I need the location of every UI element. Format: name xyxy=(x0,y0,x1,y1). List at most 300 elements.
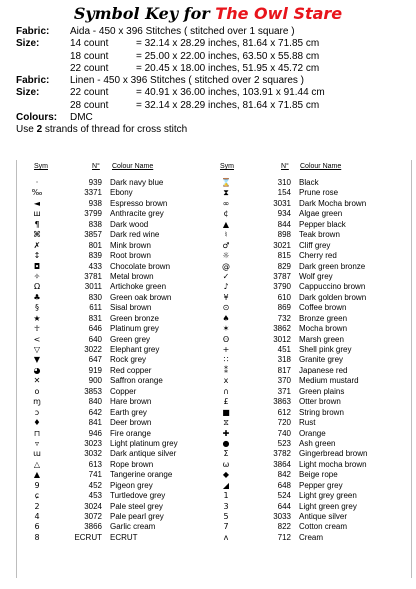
colour-number: 919 xyxy=(88,365,102,375)
colour-number: 648 xyxy=(277,480,291,490)
table-row xyxy=(215,439,409,449)
table-row xyxy=(215,188,409,198)
colour-number: 946 xyxy=(88,428,102,438)
symbol-icon: ◢ xyxy=(222,480,230,490)
table-row xyxy=(215,199,409,209)
colour-number: 3031 xyxy=(273,198,291,208)
table-row xyxy=(26,220,220,230)
table-row xyxy=(215,387,409,397)
thread-count: 2 xyxy=(36,124,43,136)
colour-name: Dark antique silver xyxy=(110,449,177,459)
symbol-table-left xyxy=(26,178,220,543)
fabric-label: Fabric: xyxy=(16,26,50,37)
colour-number: 740 xyxy=(277,428,291,438)
fabric-label: Fabric: xyxy=(16,75,50,87)
table-row xyxy=(26,241,220,251)
table-row xyxy=(215,460,409,470)
colour-name: Fire orange xyxy=(110,428,151,438)
colour-name: Metal brown xyxy=(110,271,154,281)
colour-number: 451 xyxy=(277,345,291,354)
colour-name: Chocolate brown xyxy=(110,261,171,271)
colour-name: Medium mustard xyxy=(299,376,359,386)
symbol-icon: △ xyxy=(33,459,41,469)
table-row xyxy=(26,387,220,397)
colour-name: Green oak brown xyxy=(110,292,172,302)
colour-name: Ash green xyxy=(299,438,336,448)
colour-name: Hare brown xyxy=(110,397,152,407)
size-count: 22 count xyxy=(70,62,109,74)
colour-name: Beige rope xyxy=(299,470,338,480)
colour-name: Red copper xyxy=(110,365,152,375)
colour-name: Pale steel grey xyxy=(110,501,163,511)
colour-number: 610 xyxy=(277,292,291,302)
symbol-icon: ɕ xyxy=(34,491,40,501)
colour-number: 612 xyxy=(277,407,291,417)
colour-name: Granite grey xyxy=(299,355,344,365)
size-dims: = 32.14 x 28.29 inches, 81.64 x 71.85 cm xyxy=(136,38,320,50)
colour-number: 3011 xyxy=(84,282,102,292)
table-row xyxy=(26,324,220,334)
symbol-icon: ʘ xyxy=(222,334,230,344)
colour-number: 830 xyxy=(88,292,102,302)
table-row xyxy=(26,188,220,198)
colour-name: Light green grey xyxy=(299,501,357,511)
symbol-icon: + xyxy=(222,345,230,354)
page-title xyxy=(0,4,416,24)
symbol-icon: ▿ xyxy=(34,438,39,448)
thread-pre: Use xyxy=(16,124,37,136)
colour-number: 3371 xyxy=(84,188,102,198)
colour-name: Deer brown xyxy=(110,418,152,428)
table-row xyxy=(26,282,220,292)
header-num-left: N° xyxy=(92,163,100,170)
symbol-table-right xyxy=(215,178,409,543)
colour-name: Sisal brown xyxy=(110,303,152,313)
colour-name: Artichoke green xyxy=(110,282,167,292)
table-row xyxy=(26,439,220,449)
table-row xyxy=(26,408,220,418)
table-row xyxy=(215,314,409,324)
colour-name: Light grey green xyxy=(299,491,357,501)
colour-number: 869 xyxy=(277,303,291,313)
thread-note xyxy=(16,124,408,136)
symbol-icon: ✧ xyxy=(33,271,41,281)
fabric-row-aida xyxy=(16,26,408,38)
colour-number: 370 xyxy=(277,376,291,386)
table-row xyxy=(26,230,220,240)
colour-number: 817 xyxy=(277,365,291,375)
colour-number: 611 xyxy=(89,303,102,313)
colour-number: 371 xyxy=(277,386,291,396)
colour-number: 3012 xyxy=(273,334,291,344)
colour-number: 842 xyxy=(277,470,291,480)
colours-label: Colours: xyxy=(16,112,58,124)
fabric-row-linen xyxy=(16,75,408,87)
symbol-icon: ♪ xyxy=(223,282,229,292)
colour-name: Light mocha brown xyxy=(299,459,367,469)
symbol-icon: ω xyxy=(222,459,230,469)
size-count: 28 count xyxy=(70,99,109,111)
symbol-icon: ¢ xyxy=(223,209,229,219)
thread-post: strands of thread for cross stitch xyxy=(42,124,188,136)
table-row xyxy=(26,303,220,313)
symbol-icon: ш xyxy=(33,209,41,219)
colour-name: ECRUT xyxy=(110,532,138,542)
colour-name: Dark navy blue xyxy=(110,178,164,187)
colour-number: 741 xyxy=(88,470,102,480)
colour-name: Coffee brown xyxy=(299,303,347,313)
table-row xyxy=(26,314,220,324)
colour-number: 523 xyxy=(277,438,291,448)
colour-name: Pigeon grey xyxy=(110,480,153,490)
colour-name: Rope brown xyxy=(110,459,154,469)
symbol-icon: ★ xyxy=(33,313,41,323)
symbol-icon: ✶ xyxy=(222,324,230,334)
colour-name: Saffron orange xyxy=(110,376,163,386)
table-row xyxy=(215,293,409,303)
table-row xyxy=(215,502,409,512)
colour-number: 453 xyxy=(88,491,102,501)
colour-number: 3021 xyxy=(273,240,291,250)
colour-name: Cappuccino brown xyxy=(299,282,366,292)
colour-number: 801 xyxy=(88,240,102,250)
table-row xyxy=(26,418,220,428)
symbol-icon: ɔ xyxy=(34,407,40,417)
colour-number: 644 xyxy=(277,501,291,511)
colour-number: 3024 xyxy=(84,501,102,511)
symbol-icon: ✓ xyxy=(222,271,230,281)
size-row xyxy=(16,63,408,75)
colour-number: 642 xyxy=(88,407,102,417)
symbol-icon: ⊓ xyxy=(33,428,41,438)
colour-name: Light platinum grey xyxy=(110,438,178,448)
symbol-icon: ‰ xyxy=(31,188,43,198)
colour-number: 898 xyxy=(277,230,291,240)
symbol-icon: 4 xyxy=(34,512,40,521)
colour-name: Pepper grey xyxy=(299,480,343,490)
symbol-icon: ▲ xyxy=(222,219,230,229)
symbol-icon: 7 xyxy=(223,522,229,532)
colour-number: 3866 xyxy=(84,522,102,532)
table-row xyxy=(215,272,409,282)
colour-name: Teak brown xyxy=(299,230,340,240)
colours-text: DMC xyxy=(70,112,93,124)
table-row xyxy=(215,241,409,251)
colour-name: Ebony xyxy=(110,188,133,198)
fabric-text: Linen - 450 x 396 Stitches ( stitched over 2 squares ) xyxy=(70,75,305,87)
table-row xyxy=(26,397,220,407)
colour-name: Elephant grey xyxy=(110,345,160,354)
table-row xyxy=(215,481,409,491)
header-sym-left: Sym xyxy=(34,163,48,170)
table-row xyxy=(26,470,220,480)
symbol-icon: ☥ xyxy=(34,324,40,334)
table-row xyxy=(215,355,409,365)
colour-number: 3072 xyxy=(84,512,102,521)
colour-name: Wolf grey xyxy=(299,271,333,281)
symbol-icon: ⧗ xyxy=(223,188,229,198)
colour-number: 934 xyxy=(277,209,291,219)
table-row xyxy=(215,220,409,230)
symbol-icon: ↕ xyxy=(33,251,41,261)
title-highlight: The Owl Stare xyxy=(215,4,343,23)
symbol-icon: ⁑ xyxy=(224,365,228,375)
table-row xyxy=(215,230,409,240)
symbol-icon: Σ xyxy=(223,449,229,459)
colour-number: 318 xyxy=(277,355,291,365)
colour-number: 720 xyxy=(277,418,291,428)
symbol-icon: § xyxy=(35,303,39,313)
symbol-icon: Ω xyxy=(33,282,41,292)
symbol-icon: ▼ xyxy=(33,355,41,365)
symbol-icon: 2 xyxy=(34,501,40,511)
colour-name: Gingerbread brown xyxy=(299,449,368,459)
table-row xyxy=(215,376,409,386)
colour-number: 732 xyxy=(277,313,291,323)
colour-name: Prune rose xyxy=(299,188,339,198)
colour-name: Black xyxy=(299,178,319,187)
table-row xyxy=(26,429,220,439)
size-row xyxy=(16,87,408,99)
colour-name: Platinum grey xyxy=(110,324,159,334)
colour-name: Cliff grey xyxy=(299,240,331,250)
table-row xyxy=(215,262,409,272)
table-row xyxy=(215,209,409,219)
colour-name: Green plains xyxy=(299,386,345,396)
symbol-icon: ♣ xyxy=(33,292,41,302)
colour-name: Cream xyxy=(299,532,324,542)
table-row xyxy=(215,491,409,501)
table-row xyxy=(26,533,220,543)
table-row xyxy=(215,335,409,345)
colour-number: 3787 xyxy=(273,271,291,281)
colour-number: 3782 xyxy=(273,449,291,459)
symbol-icon: ♦ xyxy=(33,418,41,428)
colour-number: 840 xyxy=(88,397,102,407)
colour-name: Mink brown xyxy=(110,240,151,250)
table-row xyxy=(215,429,409,439)
colour-name: Orange xyxy=(299,428,326,438)
size-count: 22 count xyxy=(70,87,109,99)
colour-number: 822 xyxy=(277,522,291,532)
colour-number: 310 xyxy=(277,178,291,187)
symbol-icon: ☼ xyxy=(222,251,230,261)
colour-name: Espresso brown xyxy=(110,198,168,208)
colour-number: 3781 xyxy=(84,271,102,281)
colour-number: 613 xyxy=(88,459,102,469)
table-row xyxy=(26,376,220,386)
colour-name: Earth grey xyxy=(110,407,147,417)
symbol-icon: 3 xyxy=(223,501,229,511)
table-row xyxy=(215,324,409,334)
symbol-icon: o xyxy=(34,386,40,396)
table-row xyxy=(215,533,409,543)
size-label: Size: xyxy=(16,87,40,99)
colour-name: Copper xyxy=(110,386,137,396)
table-row xyxy=(26,481,220,491)
colour-number: 3863 xyxy=(273,397,291,407)
colour-number: 3023 xyxy=(84,438,102,448)
symbol-icon: ▽ xyxy=(33,345,41,354)
symbol-icon: 9 xyxy=(34,480,40,490)
colour-name: Marsh green xyxy=(299,334,344,344)
header-name-left: Colour Name xyxy=(112,163,154,170)
colour-number: 647 xyxy=(88,355,102,365)
symbol-icon: ✕ xyxy=(33,376,41,386)
colour-name: Pale pearl grey xyxy=(110,512,164,521)
table-row xyxy=(26,366,220,376)
table-row xyxy=(26,522,220,532)
table-row xyxy=(215,522,409,532)
table-row xyxy=(26,251,220,261)
symbol-icon: ¶ xyxy=(34,219,40,229)
colour-name: Turtledove grey xyxy=(110,491,166,501)
size-row xyxy=(16,38,408,50)
table-row xyxy=(215,251,409,261)
colour-number: 646 xyxy=(88,324,102,334)
colour-name: Cherry red xyxy=(299,251,337,261)
colour-name: Rock grey xyxy=(110,355,147,365)
table-row xyxy=(26,345,220,355)
symbol-icon: ¥ xyxy=(223,292,229,302)
fabric-text: Aida - 450 x 396 Stitches ( stitched over 1 square ) xyxy=(70,26,295,37)
colour-name: Dark wood xyxy=(110,219,149,229)
size-dims: = 32.14 x 28.29 inches, 81.64 x 71.85 cm xyxy=(136,99,320,111)
size-count: 18 count xyxy=(70,50,109,62)
colour-number: 838 xyxy=(88,219,102,229)
table-row xyxy=(26,335,220,345)
symbol-icon: ∩ xyxy=(223,386,229,396)
colour-name: Root brown xyxy=(110,251,151,261)
fabric-info xyxy=(16,26,408,137)
symbol-icon: @ xyxy=(222,261,230,271)
colour-number: 3864 xyxy=(273,459,291,469)
size-dims: = 25.00 x 22.00 inches, 63.50 x 55.88 cm xyxy=(136,50,320,62)
colour-name: Dark golden brown xyxy=(299,292,367,302)
colour-name: Antique silver xyxy=(299,512,348,521)
symbol-icon: 6 xyxy=(34,522,40,532)
header-num-right: N° xyxy=(281,163,289,170)
colour-number: 712 xyxy=(277,532,291,542)
symbol-icon: ◕ xyxy=(33,365,41,375)
colour-name: Dark green bronze xyxy=(299,261,366,271)
symbol-icon: ■ xyxy=(222,407,230,417)
table-row xyxy=(26,272,220,282)
colour-number: 154 xyxy=(277,188,291,198)
symbol-icon: ● xyxy=(222,438,230,448)
table-row xyxy=(26,262,220,272)
table-row xyxy=(26,502,220,512)
table-row xyxy=(215,282,409,292)
colour-number: 640 xyxy=(88,334,102,344)
symbol-icon: ∷ xyxy=(223,355,229,365)
colour-name: String brown xyxy=(299,407,344,417)
header-name-right: Colour Name xyxy=(300,163,342,170)
table-row xyxy=(215,178,409,188)
colour-name: Bronze green xyxy=(299,313,348,323)
table-row xyxy=(26,293,220,303)
colour-number: 3032 xyxy=(84,449,102,459)
table-row xyxy=(26,449,220,459)
colour-name: Tangerine orange xyxy=(110,470,173,480)
size-row xyxy=(16,51,408,63)
table-row xyxy=(215,397,409,407)
colour-name: Mocha brown xyxy=(299,324,348,334)
table-row xyxy=(215,345,409,355)
colour-name: Green bronze xyxy=(110,313,159,323)
colour-number: 900 xyxy=(88,376,102,386)
colours-row xyxy=(16,112,408,124)
symbol-icon: ♂ xyxy=(222,240,230,250)
table-row xyxy=(215,303,409,313)
colour-number: 433 xyxy=(88,261,102,271)
colour-name: Algae green xyxy=(299,209,343,219)
table-row xyxy=(26,178,220,188)
colour-name: Dark red wine xyxy=(110,230,160,240)
table-row xyxy=(215,512,409,522)
symbol-icon: ♠ xyxy=(222,313,230,323)
colour-name: Japanese red xyxy=(299,365,348,375)
header-sym-right: Sym xyxy=(220,163,234,170)
colour-number: 3033 xyxy=(273,512,291,521)
symbol-icon: · xyxy=(35,178,39,187)
symbol-icon: £ xyxy=(223,397,229,407)
symbol-icon: ʌ xyxy=(223,532,229,542)
colour-number: 939 xyxy=(88,178,102,187)
colour-number: 844 xyxy=(277,219,291,229)
symbol-icon: 5 xyxy=(223,512,229,521)
symbol-icon: ◘ xyxy=(33,261,41,271)
size-dims: = 20.45 x 18.00 inches, 51.95 x 45.72 cm xyxy=(136,62,320,74)
table-row xyxy=(26,460,220,470)
table-row xyxy=(215,408,409,418)
size-dims: = 40.91 x 36.00 inches, 103.91 x 91.44 cm xyxy=(136,87,325,99)
symbol-icon: ▲ xyxy=(33,470,41,480)
colour-number: 839 xyxy=(88,251,102,261)
colour-number: 815 xyxy=(277,251,291,261)
size-row xyxy=(16,100,408,112)
colour-number: 524 xyxy=(277,491,291,501)
colour-number: 841 xyxy=(88,418,102,428)
table-row xyxy=(26,355,220,365)
size-count: 14 count xyxy=(70,38,109,50)
colour-number: 3862 xyxy=(273,324,291,334)
colour-number: ECRUT xyxy=(74,532,102,542)
table-row xyxy=(26,199,220,209)
colour-name: Dark Mocha brown xyxy=(299,198,367,208)
table-row xyxy=(26,491,220,501)
symbol-icon: ⊙ xyxy=(222,303,230,313)
title-main: Symbol Key for xyxy=(73,4,210,23)
colour-name: Rust xyxy=(299,418,316,428)
symbol-icon: < xyxy=(33,334,41,344)
symbol-icon: ⌛ xyxy=(221,178,231,187)
colour-number: 831 xyxy=(88,313,102,323)
symbol-icon: 8 xyxy=(34,532,40,542)
colour-name: Otter brown xyxy=(299,397,341,407)
colour-name: Cotton cream xyxy=(299,522,348,532)
symbol-icon: ◄ xyxy=(33,198,41,208)
colour-name: Garlic cream xyxy=(110,522,156,532)
symbol-icon: ✚ xyxy=(222,428,230,438)
colour-number: 3799 xyxy=(84,209,102,219)
symbol-icon: ɱ xyxy=(33,397,41,407)
colour-number: 3022 xyxy=(84,345,102,354)
colour-number: 3857 xyxy=(84,230,102,240)
table-row xyxy=(215,449,409,459)
size-label: Size: xyxy=(16,38,40,50)
symbol-icon: ⌘ xyxy=(33,230,41,240)
